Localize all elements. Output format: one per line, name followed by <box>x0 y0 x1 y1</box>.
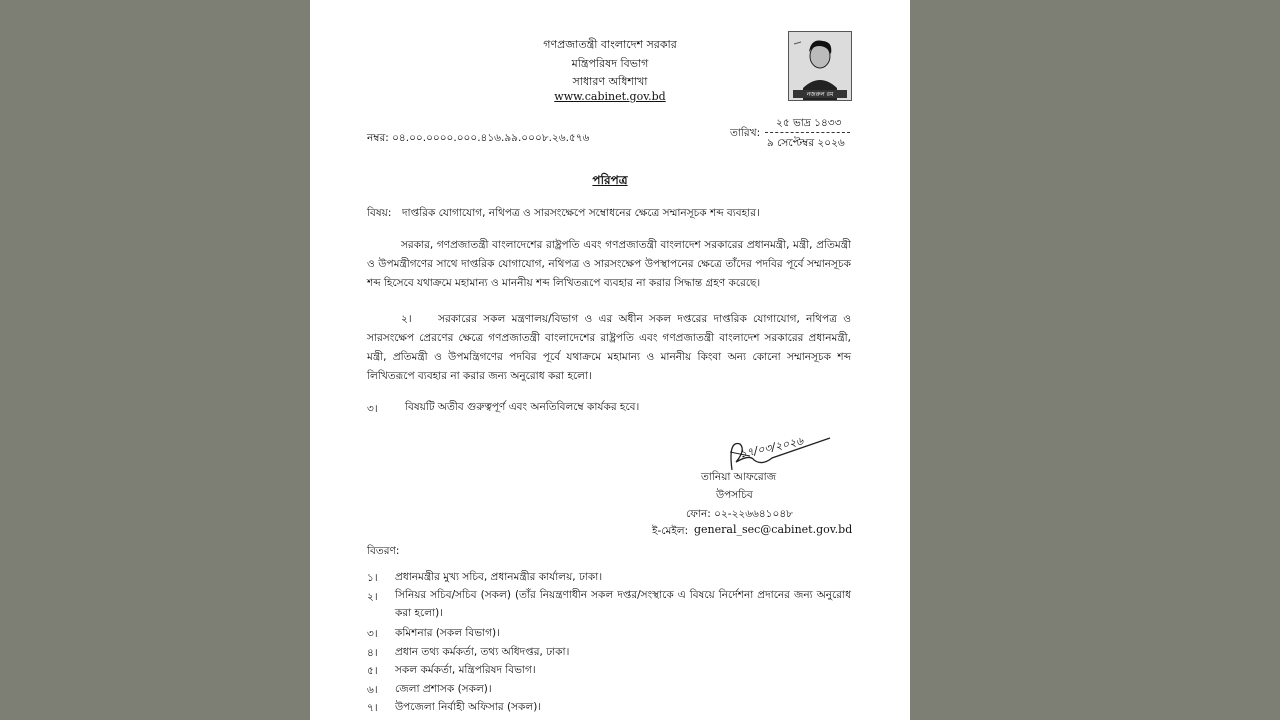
document-page <box>310 0 910 720</box>
distribution-item: সিনিয়র সচিব/সচিব (সকল) (তাঁর নিয়ন্ত্রণাধীন সকল দপ্তর/সংস্থাকে এ বিষয়ে নির্দেশনা প্রদানের জন্য অনুরোধ করা হলো)। <box>395 589 851 619</box>
distribution-item-number: ৭। <box>367 702 378 714</box>
subject-text: দাপ্তরিক যোগাযোগ, নথিপত্র ও সারসংক্ষেপে সম্বোধনের ক্ষেত্রে সম্মানসূচক শব্দ ব্যবহার। <box>402 207 760 219</box>
distribution-item-number: ৩। <box>367 628 378 640</box>
distribution-item: জেলা প্রশাসক (সকল)। <box>395 683 492 695</box>
document-title: পরিপত্র <box>592 173 628 187</box>
paragraph-2-text: সরকারের সকল মন্ত্রণালয়/বিভাগ ও এর অধীন সকল দপ্তরের দাপ্তরিক যোগাযোগ, নথিপত্র ও সারসংক্ষেপ প্রেরণের ক্ষেত্রে গণপ্রজাতন্ত্রী বাংলাদেশের রাষ্ট্রপতি এবং গণপ্রজাতন্ত্রী বাংলাদেশ সরকারের প্রধানমন্ত্রী, মন্ত্রী, প্রতিমন্ত্রী ও উপমন্ত্রিগণের পদবির পূর্বে যথাক্রমে মহামান্য ও মাননীয় কিংবা অন্য কোনো সম্মানসূচক শব্দ লিখিতরূপে ব্যবহার না করার জন্য অনুরোধ করা হলো। <box>367 313 851 382</box>
distribution-item: প্রধানমন্ত্রীর মুখ্য সচিব, প্রধানমন্ত্রীর কার্যালয়, ঢাকা। <box>395 571 603 583</box>
date-label: তারিখ: <box>730 127 761 139</box>
portrait-image <box>788 31 852 101</box>
subject-label: বিষয়: <box>367 207 392 219</box>
date-divider <box>765 132 850 133</box>
memo-number: নম্বর: ০৪.০০.০০০০.০০০.৪১৬.৯৯.০০০৮.২৬.৫৭৬ <box>367 132 590 144</box>
signatory-phone: ফোন: ০২-২২৬৬৪১০৪৮ <box>686 508 793 520</box>
email-label: ই-মেইল: <box>652 525 689 537</box>
header-website-link[interactable]: www.cabinet.gov.bd <box>554 90 666 103</box>
header-division: মন্ত্রিপরিষদ বিভাগ <box>571 57 649 70</box>
paragraph-1: সরকার, গণপ্রজাতন্ত্রী বাংলাদেশের রাষ্ট্রপতি এবং গণপ্রজাতন্ত্রী বাংলাদেশ সরকারের প্রধানমন্ত্রী, মন্ত্রী, প্রতিমন্ত্রী ও উপমন্ত্রীগণের সাথে দাপ্তরিক যোগাযোগ, নথিপত্র ও সারসংক্ষেপ উপস্থাপনের ক্ষেত্রে তাঁদের পদবির পূর্বে সম্মানসূচক শব্দ হিসেবে যথাক্রমে মহামান্য ও মাননীয় শব্দ লিখিতরূপে ব্যবহার না করার সিদ্ধান্ত গ্রহণ করেছে। <box>367 239 851 289</box>
signature-handwriting: ১৭/০৩/২০২৬ <box>738 434 805 461</box>
header-government: গণপ্রজাতন্ত্রী বাংলাদেশ সরকার <box>543 38 677 51</box>
paragraph-3-text: বিষয়টি অতীব গুরুত্বপূর্ণ এবং অনতিবিলম্বে কার্যকর হবে। <box>405 401 640 413</box>
paragraph-2-number: ২। <box>401 313 412 325</box>
distribution-label: বিতরণ: <box>367 545 400 557</box>
distribution-item: প্রধান তথ্য কর্মকর্তা, তথ্য অধিদপ্তর, ঢাকা। <box>395 646 570 658</box>
signatory-email: general_sec@cabinet.gov.bd <box>694 523 853 536</box>
distribution-item-number: ২। <box>367 591 378 603</box>
header-section: সাধারণ অধিশাখা <box>572 75 648 88</box>
paragraph-2 <box>367 310 851 386</box>
distribution-item-number: ৪। <box>367 647 378 659</box>
distribution-item: সকল কর্মকর্তা, মন্ত্রিপরিষদ বিভাগ। <box>395 664 536 676</box>
date-bangla: ২৫ ভাদ্র ১৪৩৩ <box>776 117 842 129</box>
distribution-item-number: ১। <box>367 572 378 584</box>
signatory-name: তানিয়া আফরোজ <box>701 471 777 483</box>
distribution-item-number: ৬। <box>367 684 378 696</box>
date-english: ৯ সেপ্টেম্বর ২০২৬ <box>767 137 845 149</box>
paragraph-3-number: ৩। <box>367 403 378 415</box>
signatory-designation: উপসচিব <box>716 489 753 501</box>
distribution-item: কমিশনার (সকল বিভাগ)। <box>395 627 500 639</box>
distribution-item: উপজেলা নির্বাহী অফিসার (সকল)। <box>395 701 542 713</box>
portrait-caption: নজরুল রম <box>806 91 834 98</box>
distribution-item-number: ৫। <box>367 665 378 677</box>
